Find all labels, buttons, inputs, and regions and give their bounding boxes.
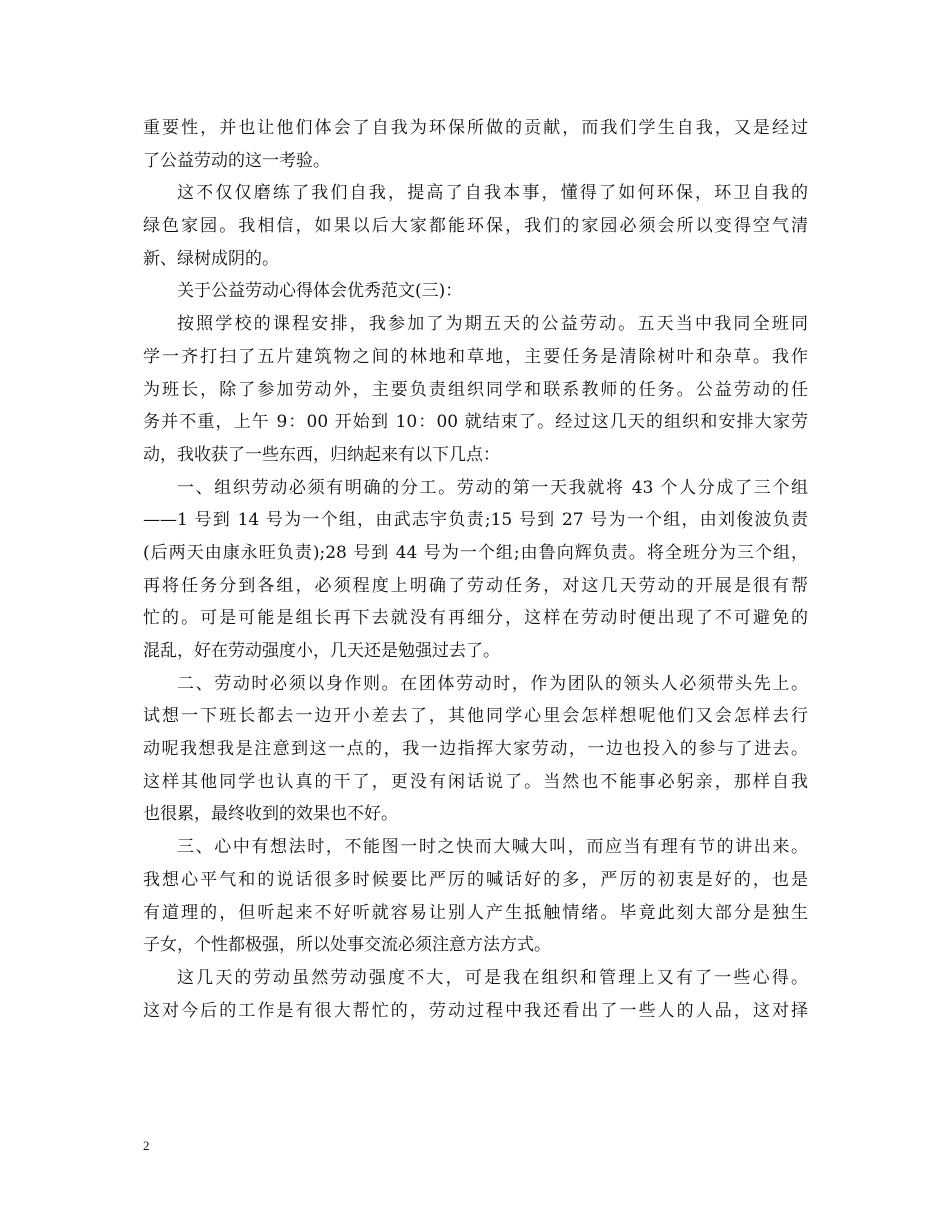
text-line: 这几天的劳动虽然劳动强度不大，可是我在组织和管理上又有了一些心得。 <box>177 967 808 988</box>
text-line: 试想一下班长都去一边开小差去了，其他同学心里会怎样想呢他们又会怎样去行 <box>143 706 808 727</box>
text-line: 按照学校的课程安排，我参加了为期五天的公益劳动。五天当中我同全班同 <box>177 314 808 335</box>
text-line: (后两天由康永旺负责);28 号到 44 号为一个组;由鲁向辉负责。将全班分为三个组， <box>143 542 808 563</box>
page-number: 2 <box>143 1138 150 1153</box>
text-line: 这对今后的工作是有很大帮忙的，劳动过程中我还看出了一些人的人品，这对择 <box>143 1000 808 1021</box>
text-line: 我想心平气和的说话很多时候要比严厉的喊话好的多，严厉的初衷是好的，也是 <box>143 869 808 890</box>
text-line: 重要性，并也让他们体会了自我为环保所做的贡献，而我们学生自我，又是经过 <box>143 118 808 138</box>
text-line: 一、组织劳动必须有明确的分工。劳动的第一天我就将 43 个人分成了三个组 <box>177 477 808 498</box>
text-line: 学一齐打扫了五片建筑物之间的林地和草地，主要任务是清除树叶和杂草。我作 <box>143 346 808 367</box>
text-line: 动，我收获了一些东西，归纳起来有以下几点： <box>143 444 500 465</box>
document-body <box>143 112 808 1027</box>
text-line: 这不仅仅磨练了我们自我，提高了自我本事，懂得了如何环保，环卫自我的 <box>177 183 808 204</box>
text-line: 二、劳动时必须以身作则。在团体劳动时，作为团队的领头人必须带头先上。 <box>177 673 808 694</box>
text-line: 了公益劳动的这一考验。 <box>143 150 330 171</box>
text-line: 再将任务分到各组，必须程度上明确了劳动任务，对这几天劳动的开展是很有帮 <box>143 575 808 596</box>
text-line: 也很累，最终收到的效果也不好。 <box>143 804 398 825</box>
text-line: 动呢我想我是注意到这一点的，我一边指挥大家劳动，一边也投入的参与了进去。 <box>143 739 808 760</box>
text-line: 三、心中有想法时，不能图一时之快而大喊大叫，而应当有理有节的讲出来。 <box>177 837 808 858</box>
text-line: 绿色家园。我相信，如果以后大家都能环保，我们的家园必须会所以变得空气清 <box>143 216 808 237</box>
text-line: 新、绿树成阴的。 <box>143 248 279 269</box>
text-line: 关于公益劳动心得体会优秀范文(三)： <box>177 281 463 302</box>
text-line: 为班长，除了参加劳动外，主要负责组织同学和联系教师的任务。公益劳动的任 <box>143 379 808 400</box>
text-line: 忙的。可是可能是组长再下去就没有再细分，这样在劳动时便出现了不可避免的 <box>143 608 808 629</box>
text-line: ——1 号到 14 号为一个组，由武志宇负责;15 号到 27 号为一个组，由刘俊波负责 <box>143 510 808 531</box>
text-line: 这样其他同学也认真的干了，更没有闲话说了。当然也不能事必躬亲，那样自我 <box>143 771 808 792</box>
text-line: 务并不重，上午 9：00 开始到 10：00 就结束了。经过这几天的组织和安排大家劳 <box>143 412 808 433</box>
text-line: 子女，个性都极强，所以处事交流必须注意方法方式。 <box>143 935 551 956</box>
text-line: 混乱，好在劳动强度小，几天还是勉强过去了。 <box>143 641 500 661</box>
text-line: 有道理的，但听起来不好听就容易让别人产生抵触情绪。毕竟此刻大部分是独生 <box>143 902 808 923</box>
